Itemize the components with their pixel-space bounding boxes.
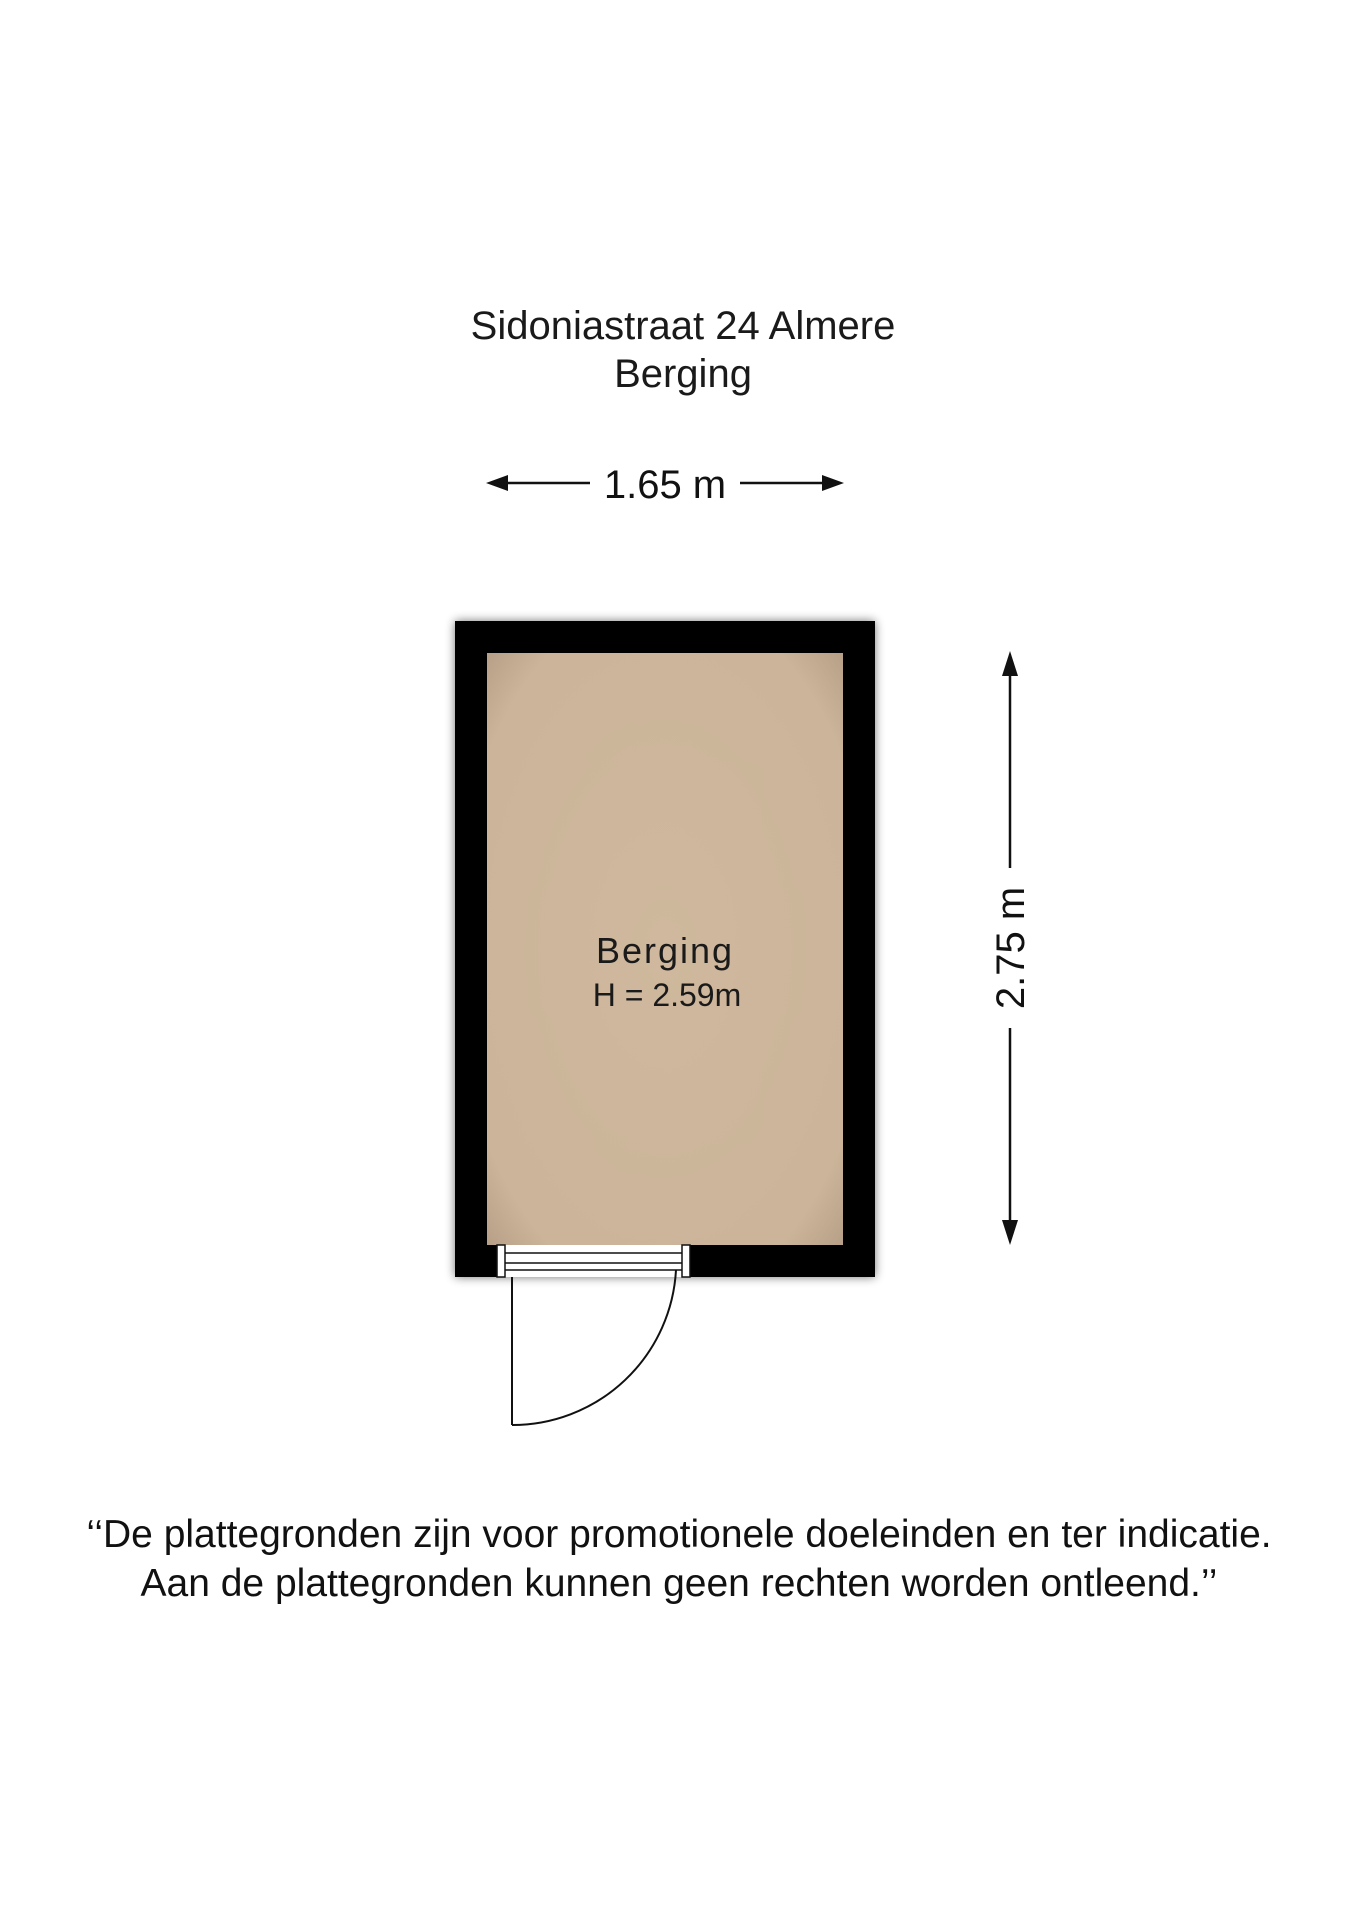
depth-dimension-label: 2.75 m [989, 886, 1033, 1010]
door-frame-left [497, 1245, 505, 1277]
disclaimer-line-1: ‘‘De plattegronden zijn voor promotionele doeleinden en ter indicatie. [86, 1513, 1272, 1556]
depth-dimension [989, 651, 1033, 1245]
depth-arrow-bottom-icon [1002, 1220, 1018, 1245]
address-title: Sidoniastraat 24 Almere [470, 304, 896, 348]
disclaimer [0, 1510, 1358, 1608]
door-threshold [497, 1245, 690, 1277]
door-frame-right [682, 1245, 690, 1277]
door-swing-arc [512, 1270, 676, 1425]
width-dimension [486, 463, 844, 507]
door-opening [497, 1245, 690, 1277]
width-dimension-label: 1.65 m [603, 463, 727, 507]
room-name-label: Berging [595, 930, 735, 971]
door-swing [512, 1270, 676, 1425]
width-arrow-right-icon [822, 475, 844, 491]
disclaimer-line-2: Aan de plattegronden kunnen geen rechten worden ontleend.’’ [140, 1562, 1218, 1605]
floor-name-title: Berging [614, 352, 752, 396]
room-height-label: H = 2.59m [592, 977, 742, 1013]
width-arrow-left-icon [486, 475, 508, 491]
